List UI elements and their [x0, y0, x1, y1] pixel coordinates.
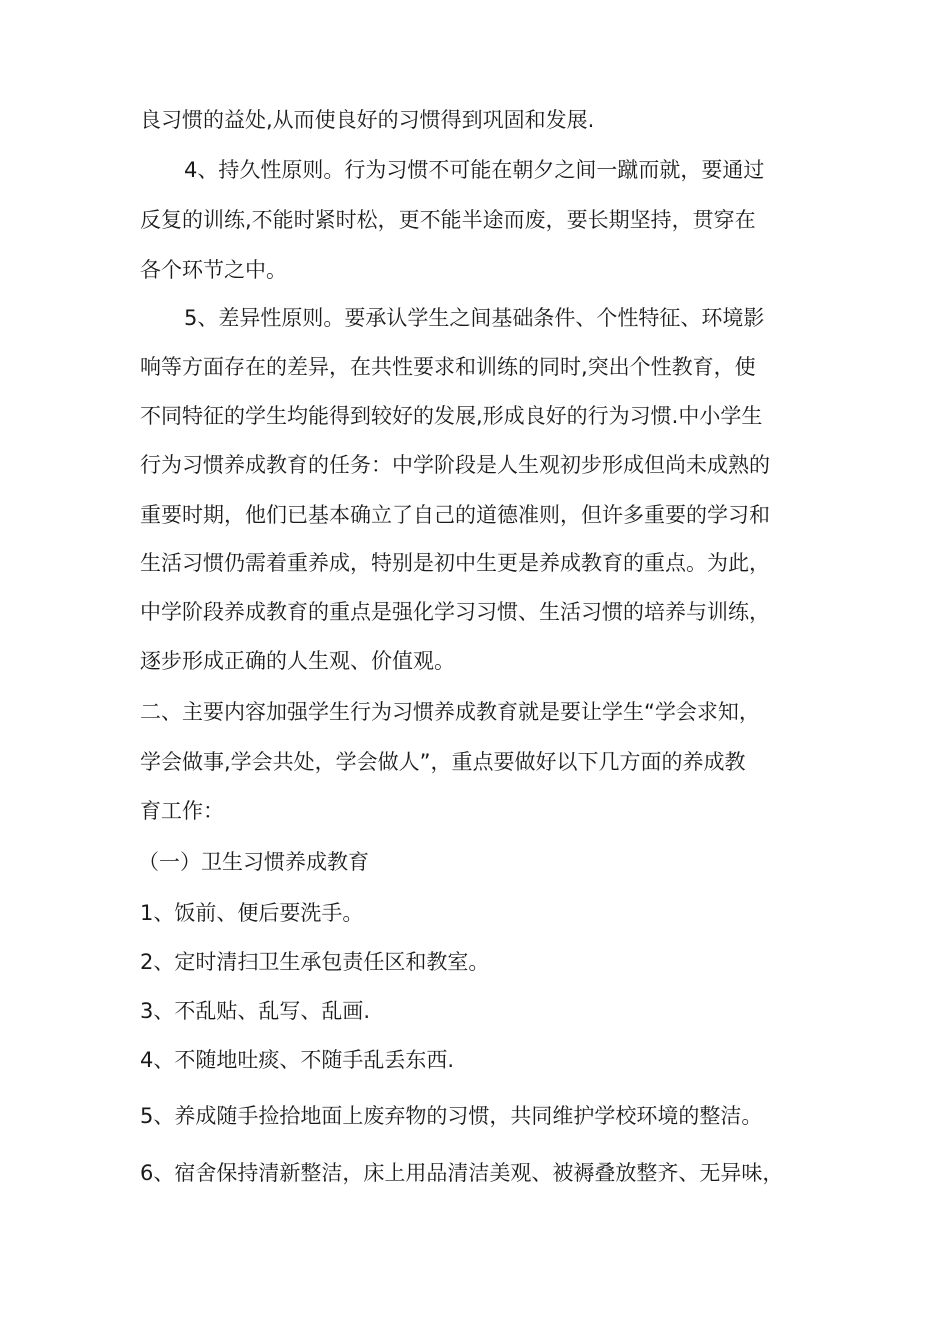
- principle-4-line-1: 4、持久性原则。行为习惯不可能在朝夕之间一蹴而就，要通过: [184, 158, 765, 182]
- principle-5-line-2: 响等方面存在的差异，在共性要求和训练的同时,突出个性教育，使: [140, 355, 756, 379]
- list-item-4: 4、不随地吐痰、不随手乱丢东西.: [140, 1048, 455, 1072]
- list-item-1: 1、饭前、便后要洗手。: [140, 901, 364, 925]
- list-item-2: 2、定时清扫卫生承包责任区和教室。: [140, 950, 490, 974]
- principle-4-line-2: 反复的训练,不能时紧时松，更不能半途而废，要长期坚持，贯穿在: [140, 208, 756, 232]
- subsection-heading: （一）卫生习惯养成教育: [138, 850, 369, 874]
- principle-5-line-3: 不同特征的学生均能得到较好的发展,形成良好的行为习惯.中小学生: [140, 404, 763, 428]
- principle-5-line-8: 逐步形成正确的人生观、价值观。: [140, 649, 455, 673]
- list-item-5: 5、养成随手捡拾地面上废弃物的习惯，共同维护学校环境的整洁。: [140, 1104, 763, 1128]
- principle-5-line-7: 中学阶段养成教育的重点是强化学习习惯、生活习惯的培养与训练，: [140, 600, 770, 624]
- list-item-3: 3、不乱贴、乱写、乱画.: [140, 999, 371, 1023]
- principle-5-line-1: 5、差异性原则。要承认学生之间基础条件、个性特征、环境影: [184, 306, 765, 330]
- section-2-line-3: 育工作：: [140, 799, 224, 823]
- section-2-line-1: 二、主要内容加强学生行为习惯养成教育就是要让学生“学会求知，: [140, 700, 760, 724]
- principle-5-line-6: 生活习惯仍需着重养成，特别是初中生更是养成教育的重点。为此，: [140, 551, 770, 575]
- principle-4-line-3: 各个环节之中。: [140, 258, 287, 282]
- list-item-6: 6、宿舍保持清新整洁，床上用品清洁美观、被褥叠放整齐、无异味，: [140, 1161, 784, 1185]
- text-line-1: 良习惯的益处,从而使良好的习惯得到巩固和发展.: [140, 108, 595, 132]
- principle-5-line-4: 行为习惯养成教育的任务：中学阶段是人生观初步形成但尚未成熟的: [140, 453, 770, 477]
- principle-5-line-5: 重要时期，他们已基本确立了自己的道德准则，但许多重要的学习和: [140, 503, 770, 527]
- section-2-line-2: 学会做事,学会共处，学会做人”，重点要做好以下几方面的养成教: [140, 750, 746, 774]
